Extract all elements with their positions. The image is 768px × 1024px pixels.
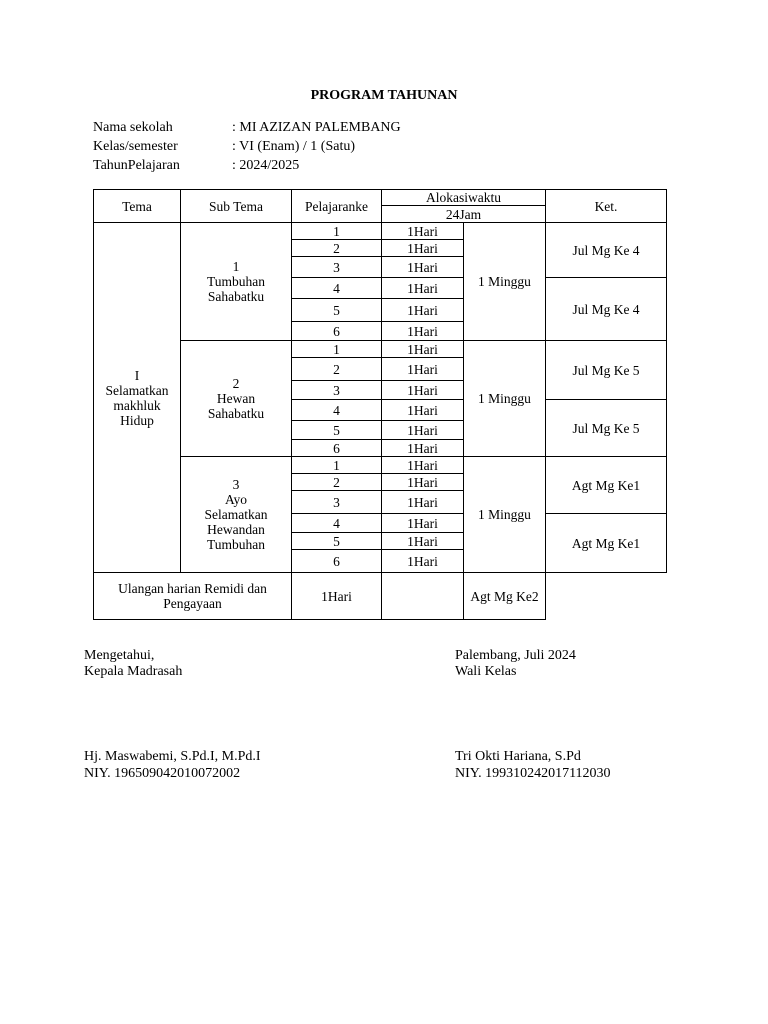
ket-cell: Agt Mg Ke1 [546, 457, 667, 514]
subtema-number: 3 [232, 477, 240, 492]
principal-name: Hj. Maswabemi, S.Pd.I, M.Pd.I [84, 749, 261, 764]
pelajaran-number: 5 [292, 421, 382, 440]
minggu-cell: 1 Minggu [464, 223, 546, 341]
header-pelajaran: Pelajaranke [292, 190, 382, 223]
cell-line: Sahabatku [207, 406, 265, 421]
pelajaran-number: 2 [292, 474, 382, 491]
info-label-year: TahunPelajaran [93, 158, 180, 173]
hari-cell: 1Hari [382, 491, 464, 514]
header-alokasi: Alokasiwaktu [382, 190, 546, 206]
hari-cell: 1Hari [382, 341, 464, 358]
hari-cell: 1Hari [382, 457, 464, 474]
ket-cell: Jul Mg Ke 5 [546, 341, 667, 400]
teacher-title: Wali Kelas [455, 664, 517, 679]
subtema-cell [181, 223, 292, 341]
hari-cell: 1Hari [382, 474, 464, 491]
pelajaran-number: 5 [292, 299, 382, 322]
cell-line: Hewandan [207, 522, 265, 537]
cell-line: Selamatkan [105, 382, 169, 398]
pelajaran-number: 4 [292, 514, 382, 533]
hari-cell: 1Hari [382, 358, 464, 381]
pelajaran-number: 3 [292, 257, 382, 278]
pelajaran-number: 1 [292, 341, 382, 358]
info-value-school: : MI AZIZAN PALEMBANG [232, 120, 401, 135]
cell-line: Selamatkan [204, 507, 268, 522]
tema-number: I [134, 367, 140, 383]
hari-cell: 1Hari [382, 533, 464, 550]
cell-line: Hewan [216, 391, 256, 406]
info-value-year: : 2024/2025 [232, 158, 300, 173]
hari-cell: 1Hari [382, 223, 464, 240]
teacher-id: NIY. 199310242017112030 [455, 766, 611, 781]
ulangan-label: Ulangan harian Remidi dan Pengayaan [94, 573, 292, 620]
cell-line: Tumbuhan [206, 274, 265, 289]
cell-line: Ayo [224, 492, 247, 507]
pelajaran-number: 6 [292, 440, 382, 457]
ket-cell: Agt Mg Ke1 [546, 514, 667, 573]
cell-line: Hidup [120, 412, 154, 428]
program-table [93, 189, 667, 620]
cell-line: Sahabatku [207, 289, 265, 304]
header-alokasi-jam: 24Jam [382, 206, 546, 223]
hari-cell: 1Hari [382, 421, 464, 440]
hari-cell: 1Hari [382, 278, 464, 299]
document-title: PROGRAM TAHUNAN [310, 88, 458, 103]
info-label-school: Nama sekolah [93, 120, 173, 135]
table-row [94, 223, 667, 240]
pelajaran-number: 3 [292, 381, 382, 400]
hari-cell: 1Hari [382, 381, 464, 400]
hari-cell: 1Hari [382, 299, 464, 322]
minggu-cell: 1 Minggu [464, 457, 546, 573]
header-subtema: Sub Tema [181, 190, 292, 223]
cell-line: makhluk [113, 397, 161, 413]
pelajaran-number: 6 [292, 550, 382, 573]
info-value-class: : VI (Enam) / 1 (Satu) [232, 139, 355, 154]
header-tema: Tema [94, 190, 181, 223]
subtema-number: 2 [232, 376, 240, 391]
cell-line: Tumbuhan [206, 537, 265, 552]
subtema-cell [181, 341, 292, 457]
hari-cell: 1Hari [382, 257, 464, 278]
header-ket: Ket. [546, 190, 667, 223]
principal-title: Kepala Madrasah [84, 664, 183, 679]
place-date: Palembang, Juli 2024 [455, 648, 576, 663]
acknowledge-label: Mengetahui, [84, 648, 155, 663]
pelajaran-number: 4 [292, 400, 382, 421]
pelajaran-number: 1 [292, 223, 382, 240]
pelajaran-number: 1 [292, 457, 382, 474]
ulangan-minggu-empty [382, 573, 464, 620]
hari-cell: 1Hari [382, 240, 464, 257]
hari-cell: 1Hari [382, 550, 464, 573]
pelajaran-number: 5 [292, 533, 382, 550]
subtema-number: 1 [232, 259, 240, 274]
pelajaran-number: 6 [292, 322, 382, 341]
ulangan-ket: Agt Mg Ke2 [464, 573, 546, 620]
pelajaran-number: 3 [292, 491, 382, 514]
pelajaran-number: 2 [292, 358, 382, 381]
principal-id: NIY. 196509042010072002 [84, 766, 241, 781]
ket-cell: Jul Mg Ke 4 [546, 278, 667, 341]
hari-cell: 1Hari [382, 514, 464, 533]
ket-cell: Jul Mg Ke 5 [546, 400, 667, 457]
ket-cell: Jul Mg Ke 4 [546, 223, 667, 278]
info-label-class: Kelas/semester [93, 139, 178, 154]
hari-cell: 1Hari [382, 400, 464, 421]
hari-cell: 1Hari [382, 440, 464, 457]
subtema-cell [181, 457, 292, 573]
pelajaran-number: 2 [292, 240, 382, 257]
teacher-name: Tri Okti Hariana, S.Pd [455, 749, 581, 764]
ulangan-hari: 1Hari [292, 573, 382, 620]
minggu-cell: 1 Minggu [464, 341, 546, 457]
hari-cell: 1Hari [382, 322, 464, 341]
pelajaran-number: 4 [292, 278, 382, 299]
tema-cell [94, 223, 181, 573]
